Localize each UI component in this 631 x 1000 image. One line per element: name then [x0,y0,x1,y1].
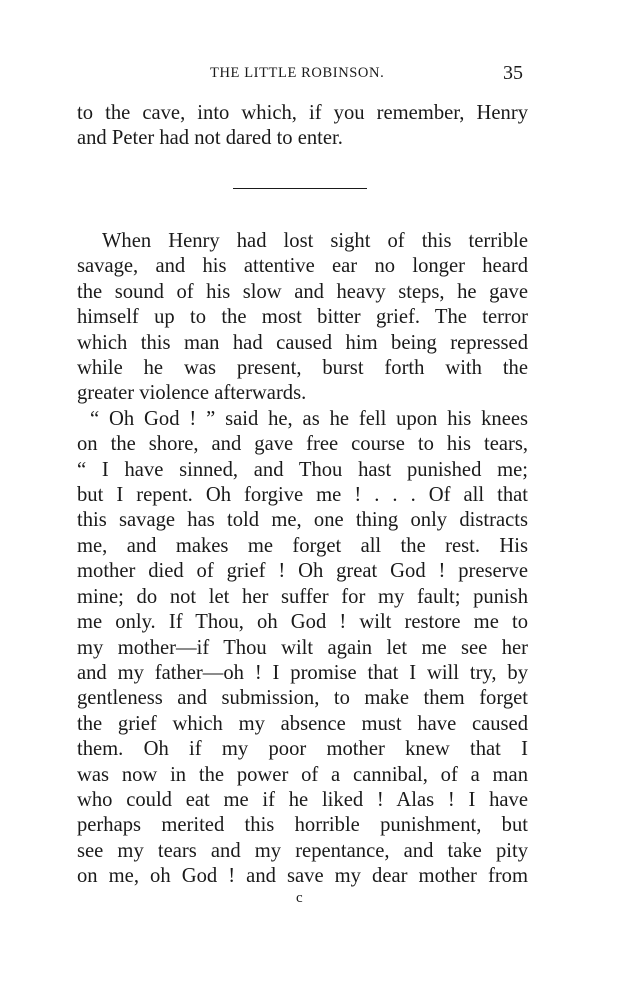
text-line: mother died of grief ! Oh great God ! preserve [77,560,528,583]
text-line: which this man had caused him being repressed [77,331,528,354]
text-line: and my father—oh ! I promise that I will try, by [77,661,528,684]
text-line: to the cave, into which, if you remember, Henry [77,102,528,124]
text-line: the grief which my absence must have caused [77,712,528,735]
text-line: but I repent. Oh forgive me ! . . . Of all that [77,484,528,507]
text-line: me only. If Thou, oh God ! wilt restore me to [77,611,528,634]
text-line: “ I have sinned, and Thou hast punished me; [77,458,528,481]
text-line: greater violence afterwards. [77,382,307,405]
text-line: himself up to the most bitter grief. The terror [77,306,528,329]
text-line: the sound of his slow and heavy steps, he gave [77,280,528,303]
text-line: them. Oh if my poor mother knew that I [77,738,528,761]
text-line: on me, oh God ! and save my dear mother from [77,865,528,888]
text-line: see my tears and my repentance, and take pity [77,839,528,862]
text-line: on the shore, and gave free course to his tears, [77,433,528,456]
continuation-paragraph [77,101,528,152]
signature-mark: c [296,890,303,906]
text-line: was now in the power of a cannibal, of a man [77,763,528,786]
text-line: savage, and his attentive ear no longer heard [77,255,528,278]
text-line: When Henry had lost sight of this terrible [102,230,528,252]
running-head [0,62,631,88]
text-line: this savage has told me, one thing only distracts [77,509,528,532]
text-line: mine; do not let her suffer for my fault; punish [77,585,528,608]
text-line: me, and makes me forget all the rest. His [77,534,528,557]
running-title: THE LITTLE ROBINSON. [210,65,385,81]
text-line: and Peter had not dared to enter. [77,127,343,150]
section-divider [233,188,367,189]
text-line: who could eat me if he liked ! Alas ! I have [77,788,528,811]
page-number: 35 [503,62,523,84]
text-line: while he was present, burst forth with the [77,357,528,380]
text-line: gentleness and submission, to make them forget [77,687,528,710]
text-line: “ Oh God ! ” said he, as he fell upon his knees [90,407,528,430]
text-line: perhaps merited this horrible punishment, but [77,814,528,837]
body-text [77,229,528,890]
text-line: my mother—if Thou wilt again let me see her [77,636,528,659]
